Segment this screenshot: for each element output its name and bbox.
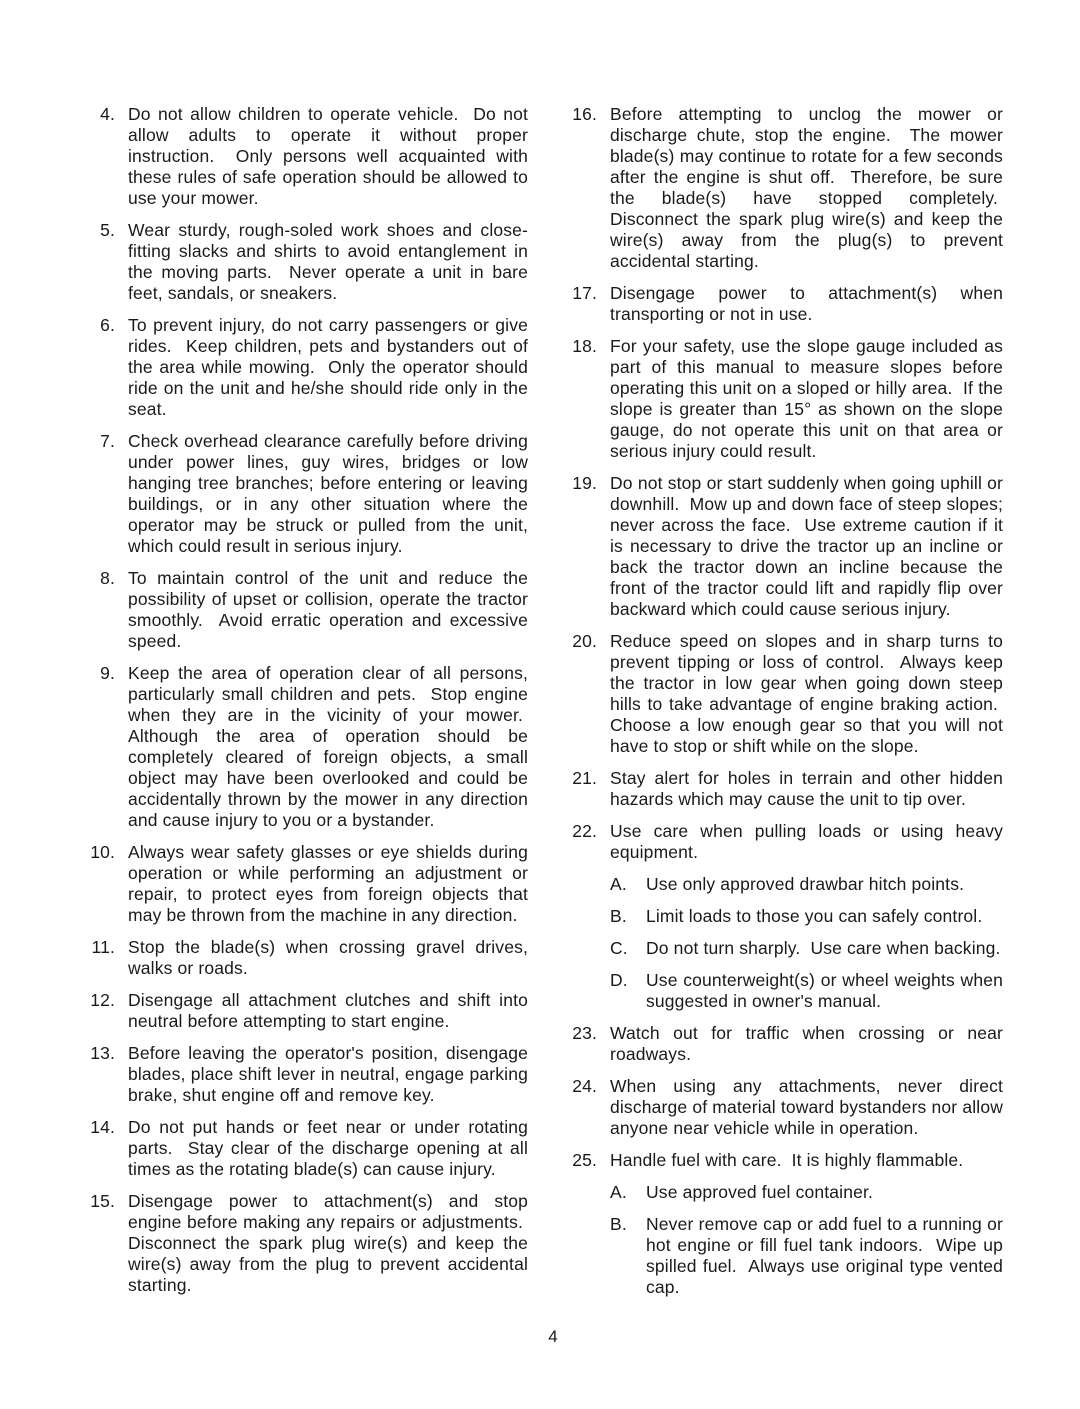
sub-item-letter: B. <box>610 906 627 926</box>
item-number: 5. <box>100 220 115 240</box>
list-item <box>565 631 1003 757</box>
sub-item-text: Use only approved drawbar hitch points. <box>646 874 965 894</box>
list-item <box>83 104 528 209</box>
list-item <box>565 1150 1003 1298</box>
item-number: 7. <box>100 431 115 451</box>
list-item <box>83 937 528 979</box>
item-number: 21. <box>572 768 597 788</box>
item-number: 15. <box>90 1191 115 1211</box>
sub-item <box>610 938 1003 959</box>
list-item <box>565 336 1003 462</box>
item-number: 14. <box>90 1117 115 1137</box>
list-item <box>565 821 1003 1012</box>
item-text: Keep the area of operation clear of all persons, particularly small children and pets. Stop engine when they are in the vicinity of your mower. Although the area of operation should be completely cleared of foreign objects, a small object may have been overlooked and could be accidentally thrown by the mower in any direction and cause injury to you or a bystander. <box>128 663 528 830</box>
list-item <box>565 473 1003 620</box>
sub-item-letter: A. <box>610 1182 627 1202</box>
list-item <box>565 104 1003 272</box>
item-text: Use care when pulling loads or using heavy equipment. <box>610 821 1003 862</box>
item-number: 6. <box>100 315 115 335</box>
item-number: 20. <box>572 631 597 651</box>
item-number: 13. <box>90 1043 115 1063</box>
list-item <box>565 1076 1003 1139</box>
item-text: To maintain control of the unit and reduce the possibility of upset or collision, operate the tractor smoothly. Avoid erratic operation and excessive speed. <box>128 568 528 651</box>
item-text: Stay alert for holes in terrain and other hidden hazards which may cause the unit to tip over. <box>610 768 1003 809</box>
item-text: Do not stop or start suddenly when going uphill or downhill. Mow up and down face of steep slopes; never across the face. Use extreme caution if it is necessary to drive the tractor up an incline or back the tractor down an incline because the front of the tractor could lift and rapidly flip over backward which could cause serious injury. <box>610 473 1003 619</box>
item-text: Disengage power to attachment(s) and stop engine before making any repairs or adjustments. Disconnect the spark plug wire(s) and keep the wire(s) away from the plug to prevent accidental starting. <box>128 1191 528 1295</box>
list-item <box>83 842 528 926</box>
right-column <box>565 104 1003 1309</box>
item-text: Before leaving the operator's position, disengage blades, place shift lever in neutral, engage parking brake, shut engine off and remove key. <box>128 1043 528 1105</box>
item-text: Do not allow children to operate vehicle. Do not allow adults to operate it without proper instruction. Only persons well acquainted with these rules of safe operation should be allowed to use your mower. <box>128 104 528 208</box>
list-item <box>83 1043 528 1106</box>
list-item <box>565 283 1003 325</box>
sub-item <box>610 1182 1003 1203</box>
item-number: 9. <box>100 663 115 683</box>
item-number: 8. <box>100 568 115 588</box>
sub-item-letter: B. <box>610 1214 627 1234</box>
sub-item-letter: A. <box>610 874 627 894</box>
list-item <box>83 220 528 304</box>
sub-item-text: Use approved fuel container. <box>646 1182 873 1202</box>
sub-item-letter: C. <box>610 938 628 958</box>
item-number: 12. <box>90 990 115 1010</box>
item-number: 16. <box>572 104 597 124</box>
sub-item-letter: D. <box>610 970 628 990</box>
item-number: 22. <box>572 821 597 841</box>
item-number: 4. <box>100 104 115 124</box>
item-text: Disengage all attachment clutches and shift into neutral before attempting to start engine. <box>128 990 528 1031</box>
item-text: Always wear safety glasses or eye shields during operation or while performing an adjustment or repair, to protect eyes from foreign objects that may be thrown from the machine in any direction. <box>128 842 528 925</box>
item-text: Before attempting to unclog the mower or discharge chute, stop the engine. The mower blade(s) may continue to rotate for a few seconds after the engine is shut off. Therefore, be sure the blade(s) have stopped completely. Disconnect the spark plug wire(s) and keep the wire(s) away from the plug(s) to prevent accidental starting. <box>610 104 1003 271</box>
item-number: 23. <box>572 1023 597 1043</box>
item-text: Check overhead clearance carefully before driving under power lines, guy wires, bridges or low hanging tree branches; before entering or leaving buildings, or in any other situation where the operator may be struck or pulled from the unit, which could result in serious injury. <box>128 431 528 556</box>
list-item <box>83 1117 528 1180</box>
sub-item-text: Limit loads to those you can safely control. <box>646 906 983 926</box>
list-item <box>83 1191 528 1296</box>
item-number: 25. <box>572 1150 597 1170</box>
item-text: To prevent injury, do not carry passengers or give rides. Keep children, pets and bystanders out of the area while mowing. Only the operator should ride on the unit and he/she should ride only in the seat. <box>128 315 528 419</box>
item-text: Wear sturdy, rough-soled work shoes and close-fitting slacks and shirts to avoid entanglement in the moving parts. Never operate a unit in bare feet, sandals, or sneakers. <box>128 220 528 303</box>
page-number: 4 <box>548 1327 558 1346</box>
item-text: Disengage power to attachment(s) when transporting or not in use. <box>610 283 1003 324</box>
list-item <box>565 768 1003 810</box>
item-number: 10. <box>90 842 115 862</box>
item-text: Do not put hands or feet near or under rotating parts. Stay clear of the discharge opening at all times as the rotating blade(s) can cause injury. <box>128 1117 528 1179</box>
list-item <box>565 1023 1003 1065</box>
item-text: Reduce speed on slopes and in sharp turns to prevent tipping or loss of control. Always keep the tractor in low gear when going down steep hills to take advantage of engine braking action. Choose a low enough gear so that you will not have to stop or shift while on the slope. <box>610 631 1003 756</box>
sub-item <box>610 970 1003 1012</box>
list-item <box>83 568 528 652</box>
item-number: 24. <box>572 1076 597 1096</box>
sub-item-text: Do not turn sharply. Use care when backing. <box>646 938 1001 958</box>
sub-item <box>610 874 1003 895</box>
item-text: Stop the blade(s) when crossing gravel drives, walks or roads. <box>128 937 528 978</box>
item-number: 19. <box>572 473 597 493</box>
list-item <box>83 663 528 831</box>
sub-item-text: Never remove cap or add fuel to a running or hot engine or fill fuel tank indoors. Wipe up spilled fuel. Always use original type vented cap. <box>646 1214 1003 1297</box>
item-number: 18. <box>572 336 597 356</box>
item-text: Handle fuel with care. It is highly flammable. <box>610 1150 964 1170</box>
list-item <box>83 990 528 1032</box>
left-column <box>83 104 528 1309</box>
sub-item-text: Use counterweight(s) or wheel weights when suggested in owner's manual. <box>646 970 1003 1011</box>
sub-item <box>610 906 1003 927</box>
item-number: 17. <box>572 283 597 303</box>
item-text: When using any attachments, never direct discharge of material toward bystanders nor allow anyone near vehicle while in operation. <box>610 1076 1003 1138</box>
list-item <box>83 431 528 557</box>
list-item <box>83 315 528 420</box>
item-text: For your safety, use the slope gauge included as part of this manual to measure slopes before operating this unit on a sloped or hilly area. If the slope is greater than 15° as shown on the slope gauge, do not operate this unit on that area or serious injury could result. <box>610 336 1003 461</box>
two-column-layout <box>83 104 1080 1309</box>
item-text: Watch out for traffic when crossing or near roadways. <box>610 1023 1003 1064</box>
item-number: 11. <box>91 937 115 957</box>
sub-item <box>610 1214 1003 1298</box>
